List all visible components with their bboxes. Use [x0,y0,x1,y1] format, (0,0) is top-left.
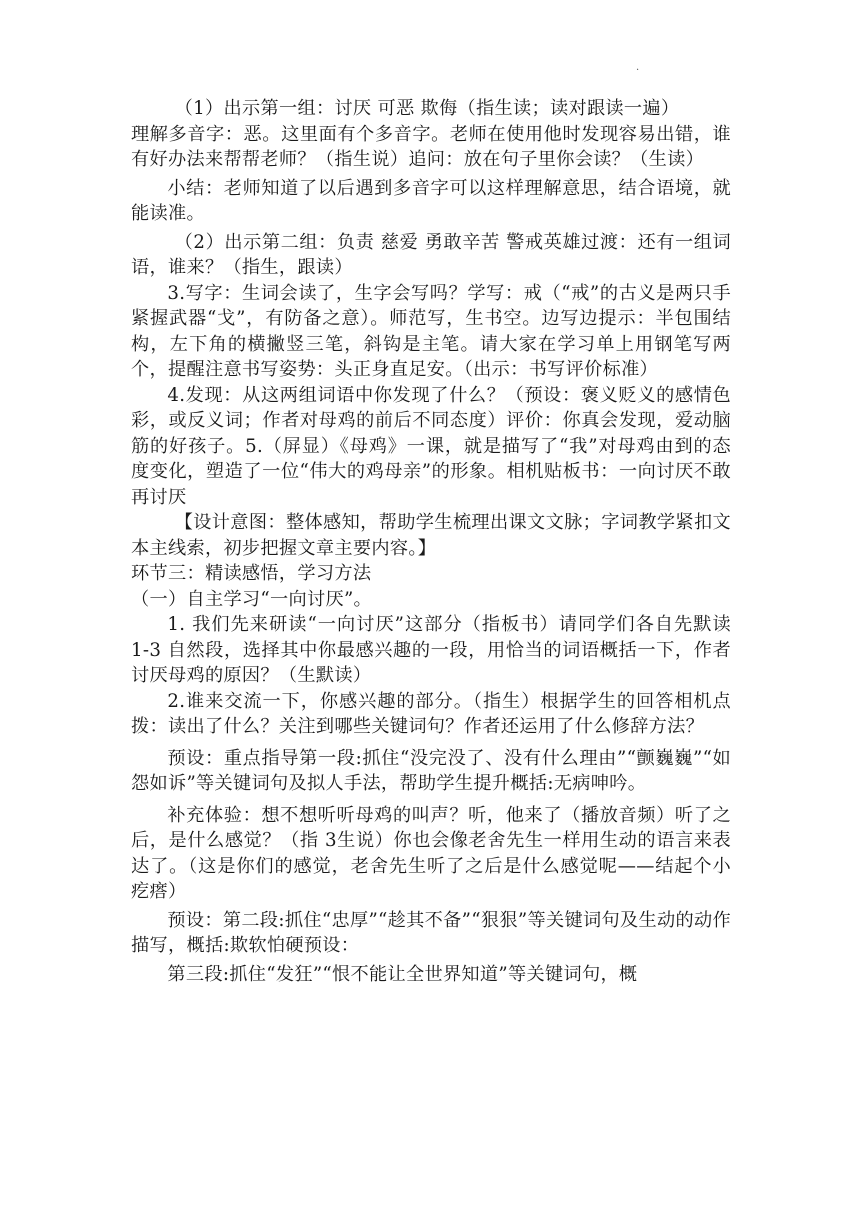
subsection-heading-one: （一）自主学习“一向讨厌”。 [131,588,373,610]
paragraph-polyphone: 理解多音字：恶。这里面有个多音字。老师在使用他时发现容易出错，谁有好办法来帮帮老师？（指生说）追问：放在句子里你会读？（生读） [131,123,731,170]
paragraph-step-one: 1. 我们先来研读“一向讨厌”这部分（指板书）请同学们各自先默读 1-3 自然段，选择其中你最感兴趣的一段，用恰当的词语概括一下，作者讨厌母鸡的原因？（生默读） [131,614,731,686]
paragraph-preset-one: 预设：重点指导第一段:抓住“没完没了、没有什么理由”“颤巍巍”“如怨如诉”等关键词句及拟人手法，帮助学生提升概括:无病呻吟。 [131,747,731,794]
paragraph-group-one: （1）出示第一组：讨厌 可恶 欺侮（指生读；读对跟读一遍） [174,98,680,119]
section-heading-three: 环节三：精读感悟，学习方法 [131,563,372,584]
paragraph-summary: 小结：老师知道了以后遇到多音字可以这样理解意思，结合语境，就能读准。 [131,177,731,224]
document-body [131,96,731,987]
paragraph-supplement: 补充体验：想不想听听母鸡的叫声？听，他来了（播放音频）听了之后，是什么感觉？（指 3生说）你也会像老舍先生一样用生动的语言来表达了。（这是你们的感觉，老舍先生听了之后是什么感觉呢——结起个小疙瘩） [131,804,731,902]
paragraph-group-two: （2）出示第二组：负责 慈爱 勇敢辛苦 警戒英雄过渡：还有一组词语，谁来？（指生，跟读） [131,231,731,278]
paragraph-step-two: 2.谁来交流一下，你感兴趣的部分。（指生）根据学生的回答相机点拨：读出了什么？关注到哪些关键词句？作者还运用了什么修辞方法？ [131,690,731,737]
paragraph-preset-two: 预设：第二段:抓住“忠厚”“趁其不备”“狠狠”等关键词句及生动的动作描写，概括:欺软怕硬预设： [131,909,731,956]
page-dot: . [636,62,640,73]
paragraph-design-intent: 【设计意图：整体感知，帮助学生梳理出课文文脉；字词教学紧扣文本主线索，初步把握文章主要内容。】 [131,512,731,559]
paragraph-discovery: 4.发现：从这两组词语中你发现了什么？（预设：褒义贬义的感情色彩，或反义词；作者对母鸡的前后不同态度）评价：你真会发现，爱动脑筋的好孩子。5.（屏显）《母鸡》一课，就是描写了“我”对母鸡由到的态度变化，塑造了一位“伟大的鸡母亲”的形象。相机贴板书：一向讨厌不敢再讨厌 [131,384,731,508]
paragraph-writing: 3.写字：生词会读了，生字会写吗？学写：戒（“戒”的古义是两只手紧握武器“戈”，有防备之意）。师范写，生书空。边写边提示：半包围结构，左下角的横撇竖三笔，斜钩是主笔。请大家在学习单上用钢笔写两个，提醒注意书写姿势：头正身直足安。（出示：书写评价标准） [131,282,731,380]
paragraph-section-three: 第三段:抓住“发狂”“恨不能让全世界知道”等关键词句，概 [167,963,638,985]
